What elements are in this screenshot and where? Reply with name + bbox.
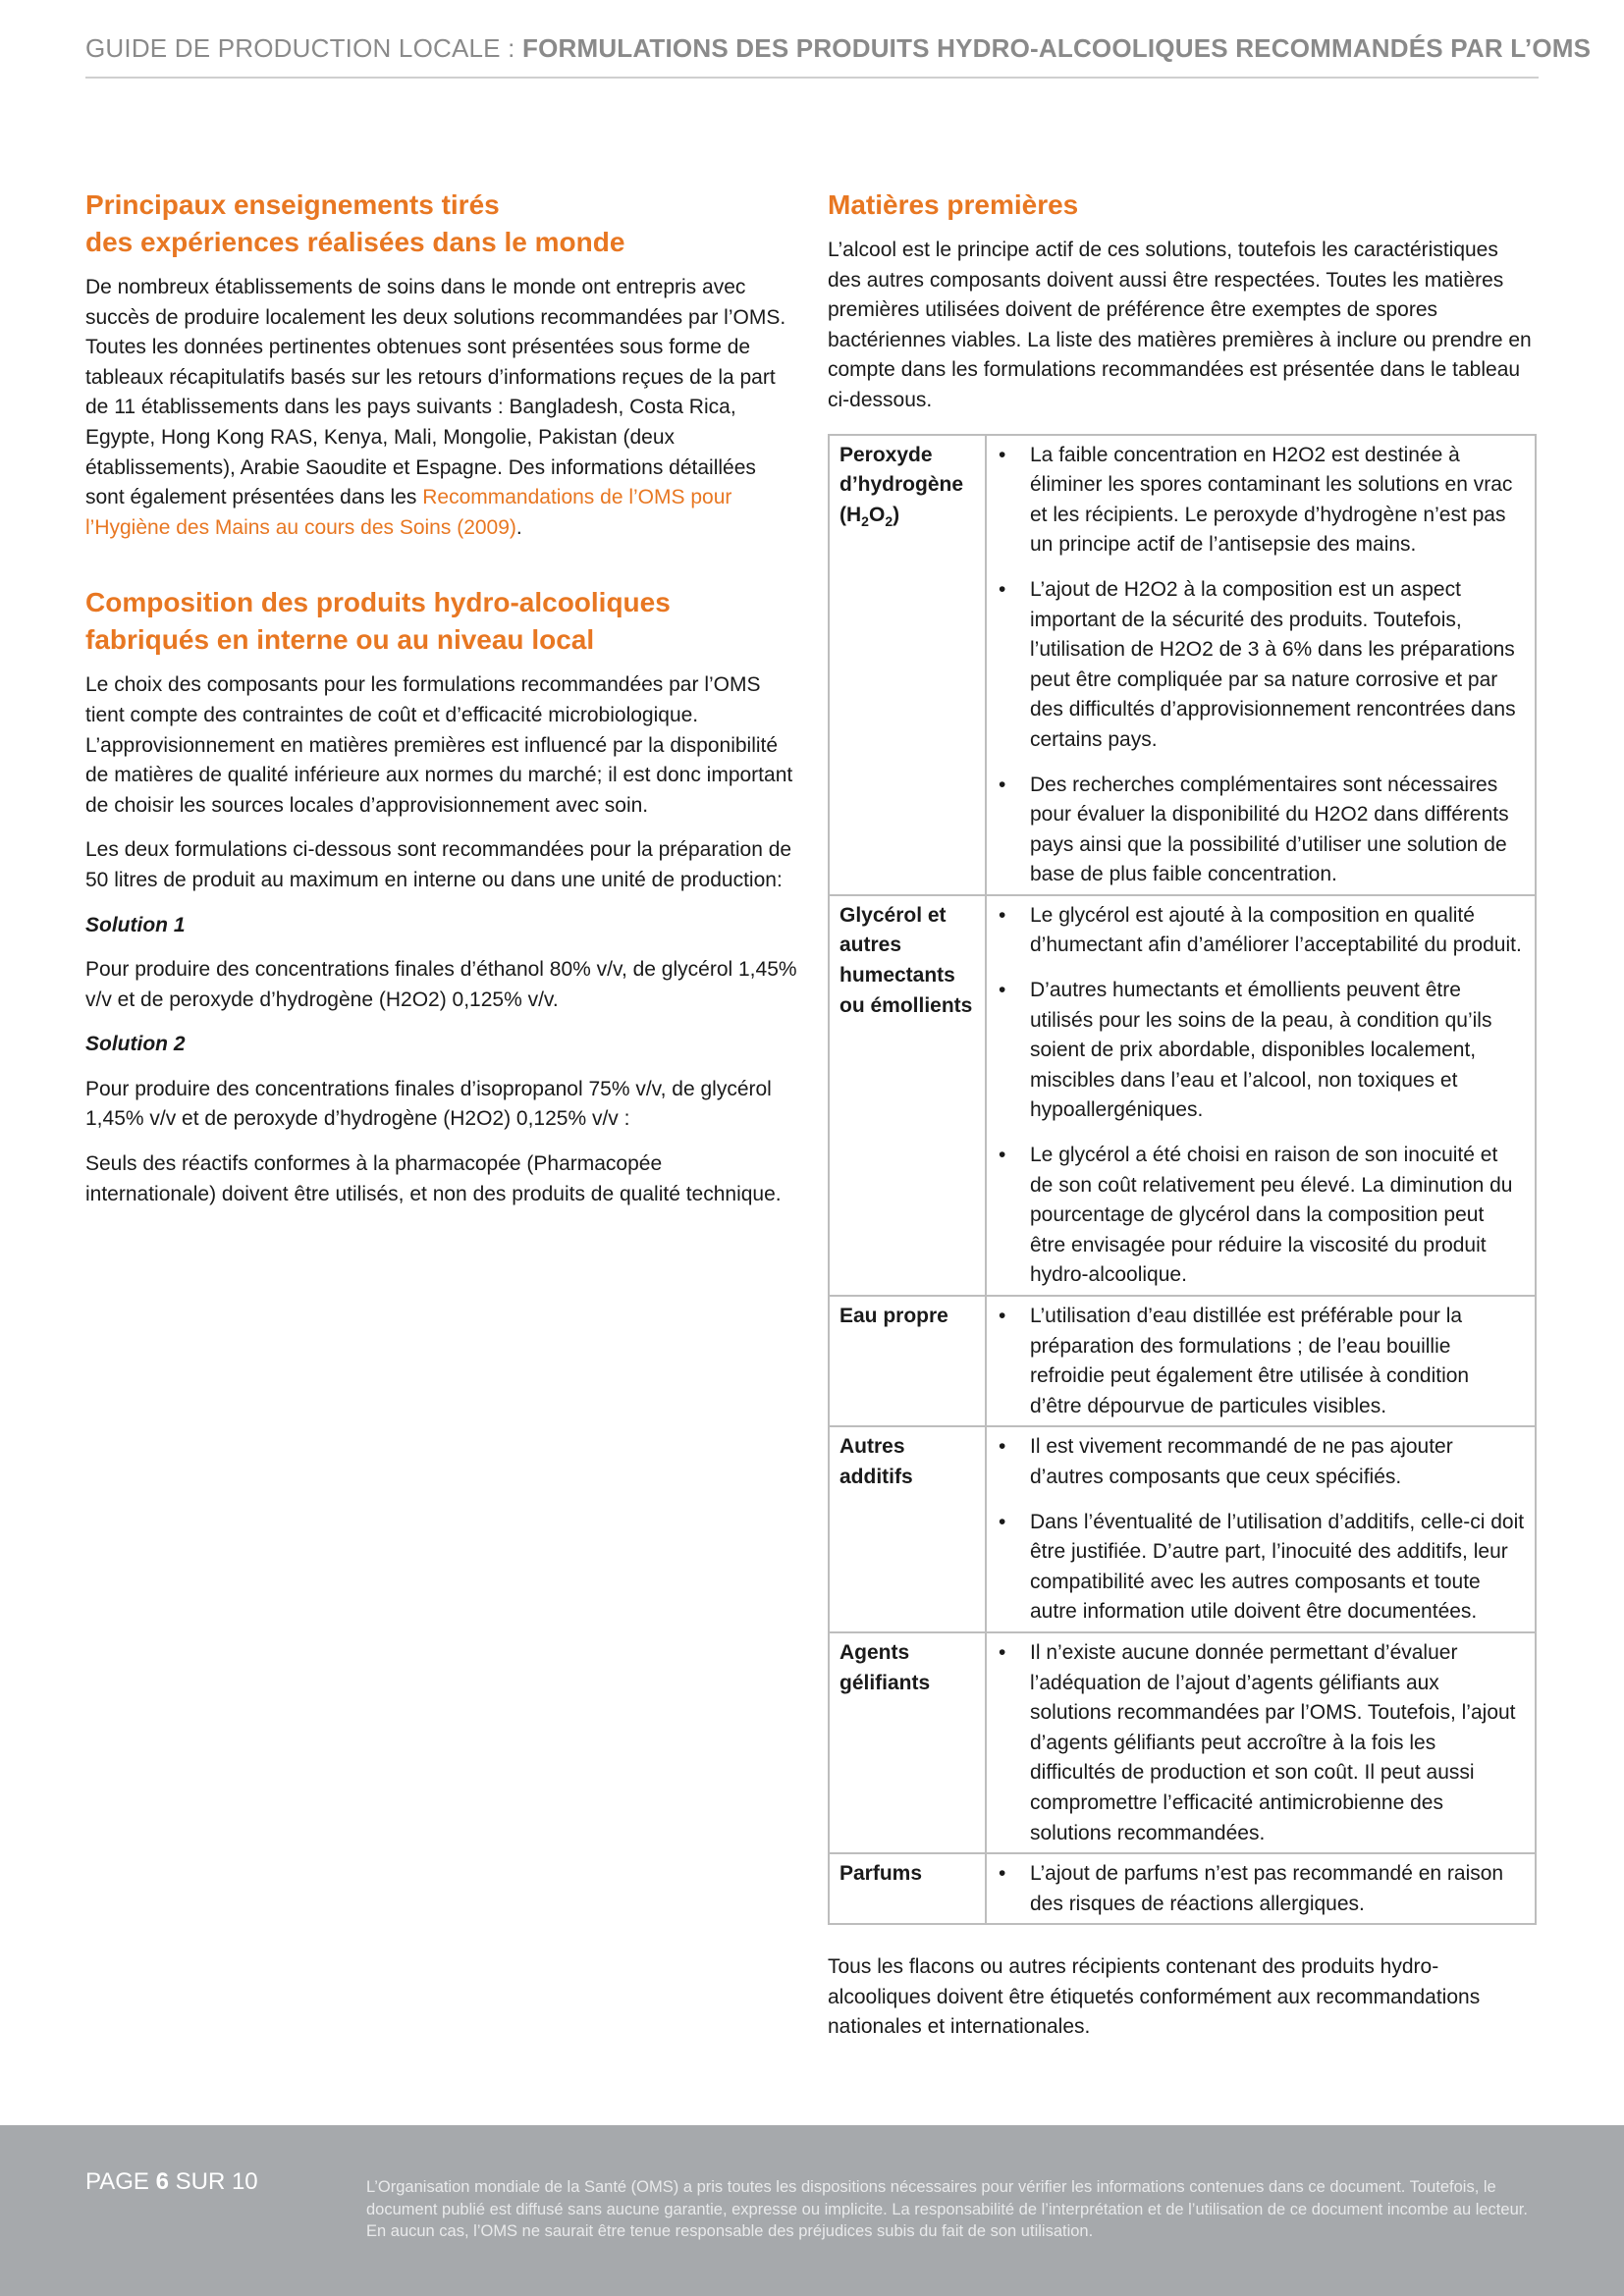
- row-label-hydrogen-peroxide: [829, 435, 986, 895]
- bullet-item: • L’ajout de parfums n’est pas recommandé en raison des risques de réactions allergiques.: [1030, 1859, 1525, 1919]
- subscript: 2: [861, 512, 869, 529]
- heading-line: fabriqués en interne ou au niveau local: [85, 624, 595, 656]
- disclaimer-text: L’Organisation mondiale de la Santé (OMS) a pris toutes les dispositions nécessaires pour vérifier les informations contenues dans ce document. Toutefois, le document publié est diffusé sans aucune garantie, expresse ou implicite. La responsabilité de l’interprétation et de l’utilisation de ce document incombe au lecteur. En aucun cas, l’OMS ne saurait être tenue responsable des préjudices subis du fait de son utilisation.: [366, 2178, 1528, 2240]
- label-text: O: [868, 503, 886, 526]
- section-heading-raw-materials: Matières premières: [828, 189, 1079, 220]
- formulations-paragraph: Les deux formulations ci-dessous sont recommandées pour la préparation de 50 litres de produit au maximum en interne ou dans une unité de production:: [85, 838, 792, 891]
- solution1-title: Solution 1: [85, 913, 186, 936]
- composition-paragraph: Le choix des composants pour les formulations recommandées par l’OMS tient compte des contraintes de coût et d’efficacité microbiologique. L’approvisionnement en matières premières est influencé par la disponibilité de matières de qualité inférieure aux normes du marché; il est donc important de choisir les sources locales d’approvisionnement avec soin.: [85, 673, 793, 817]
- paragraph-end: .: [515, 515, 522, 539]
- row-content: [986, 435, 1536, 895]
- bullet-item: • D’autres humectants et émollients peuvent être utilisés pour les soins de la peau, à condition qu’ils soient de prix abordable, disponibles localement, miscibles dans l’eau et l’alcool, non toxiques et hypoallergéniques.: [1030, 976, 1525, 1126]
- lessons-paragraph: [85, 273, 797, 543]
- right-column: [828, 187, 1537, 2057]
- bullet-item: • La faible concentration en H2O2 est destinée à éliminer les spores contaminant les solutions en vrac et les récipients. Le peroxyde d’hydrogène n’est pas un principe actif de l’antisepsie des mains.: [1030, 441, 1525, 561]
- row-label-gelling-agents: Agents gélifiants: [829, 1632, 986, 1853]
- raw-materials-table: [828, 434, 1537, 1926]
- bullet-item: • Le glycérol est ajouté à la composition en qualité d’humectant afin d’améliorer l’acceptabilité du produit.: [1030, 901, 1525, 961]
- section-heading-lessons: [85, 187, 797, 261]
- recommendations-link[interactable]: Recommandations de l’OMS pour l’Hygiène des Mains au cours des Soins (2009): [85, 486, 732, 539]
- section-heading-composition: [85, 584, 797, 659]
- table-row: [829, 1853, 1536, 1924]
- row-label-glycerol: Glycérol et autres humectants ou émollients: [829, 895, 986, 1296]
- paragraph-text: De nombreux établissements de soins dans le monde ont entrepris avec succès de produire localement les deux solutions recommandées par l’OMS. Toutes les données pertinentes obtenues sont présentées sous forme de tableaux récapitulatifs basés sur les retours d’informations reçues de la part de 11 établissements dans les pays suivants : Bangladesh, Costa Rica, Egypte, Hong Kong RAS, Kenya, Mali, Mongolie, Pakistan (deux établissements), Arabie Saoudite et Espagne. Des informations détaillées sont également présentées dans les: [85, 276, 786, 509]
- table-row: [829, 1632, 1536, 1853]
- heading-line: Composition des produits hydro-alcooliques: [85, 587, 671, 618]
- label-text: ): [893, 503, 900, 526]
- bullet-item: • L’ajout de H2O2 à la composition est un aspect important de la sécurité des produits. Toutefois, l’utilisation de H2O2 de 3 à 6% dans les préparations peut être compliquée par sa nature corrosive et par des difficultés d’approvisionnement rencontrées dans certains pays.: [1030, 575, 1525, 756]
- solution2-text: Pour produire des concentrations finales d’isopropanol 75% v/v, de glycérol 1,45% v/v et de peroxyde d’hydrogène (H2O2) 0,125% v/v :: [85, 1077, 772, 1131]
- table-row: [829, 1426, 1536, 1632]
- row-content: [986, 1853, 1536, 1924]
- header-divider: [85, 77, 1539, 79]
- bullet-item: • Dans l’éventualité de l’utilisation d’additifs, celle-ci doit être justifiée. D’autre part, l’inocuité des additifs, leur compatibilité avec les autres composants et toute autre information utile doivent être documentées.: [1030, 1508, 1525, 1628]
- heading-line: Principaux enseignements tirés: [85, 189, 500, 220]
- bullet-item: • Il n’existe aucune donnée permettant d’évaluer l’adéquation de l’ajout d’agents gélifiants aux solutions recommandées par l’OMS. Toutefois, l’ajout d’agents gélifiants peut accroître à la fois les difficultés de production et son coût. Il peut aussi compromettre l’efficacité antimicrobienne des solutions recommandées.: [1030, 1638, 1525, 1848]
- row-label-additives: Autres additifs: [829, 1426, 986, 1632]
- solution2-title: Solution 2: [85, 1033, 186, 1056]
- row-label-water: Eau propre: [829, 1296, 986, 1426]
- table-row: [829, 895, 1536, 1296]
- subscript: 2: [885, 512, 893, 529]
- row-content: [986, 895, 1536, 1296]
- page-number: [85, 2168, 258, 2196]
- page-current: 6: [155, 2168, 169, 2195]
- reagents-paragraph: Seuls des réactifs conformes à la pharmacopée (Pharmacopée internationale) doivent être utilisés, et non des produits de qualité technique.: [85, 1152, 782, 1205]
- bullet-item: • L’utilisation d’eau distillée est préférable pour la préparation des formulations ; de l’eau bouillie refroidie peut également être utilisée à condition d’être dépourvue de particules visibles.: [1030, 1302, 1525, 1421]
- labelling-paragraph: Tous les flacons ou autres récipients contenant des produits hydro-alcooliques doivent être étiquetés conformément aux recommandations nationales et internationales.: [828, 1955, 1481, 2039]
- row-content: [986, 1426, 1536, 1632]
- row-content: [986, 1296, 1536, 1426]
- page-prefix: PAGE: [85, 2168, 156, 2195]
- solution1-text: Pour produire des concentrations finales d’éthanol 80% v/v, de glycérol 1,45% v/v et de peroxyde d’hydrogène (H2O2) 0,125% v/v.: [85, 958, 797, 1011]
- row-content: [986, 1632, 1536, 1853]
- page-footer: [0, 2125, 1624, 2296]
- table-row: [829, 435, 1536, 895]
- bullet-item: • Il est vivement recommandé de ne pas ajouter d’autres composants que ceux spécifiés.: [1030, 1432, 1525, 1492]
- header-title: FORMULATIONS DES PRODUITS HYDRO-ALCOOLIQUES RECOMMANDÉS PAR L’OMS: [521, 33, 1592, 63]
- table-row: [829, 1296, 1536, 1426]
- page-total: SUR 10: [168, 2168, 258, 2195]
- bullet-item: • Des recherches complémentaires sont nécessaires pour évaluer la disponibilité du H2O2 dans différents pays ainsi que la possibilité d’utiliser une solution de base de plus faible concentration.: [1030, 771, 1525, 890]
- header-prefix: GUIDE DE PRODUCTION LOCALE :: [85, 33, 522, 63]
- heading-line: des expériences réalisées dans le monde: [85, 227, 625, 257]
- bullet-item: • Le glycérol a été choisi en raison de son inocuité et de son coût relativement peu élevé. La diminution du pourcentage de glycérol dans la composition peut être envisagée pour réduire la viscosité du produit hydro-alcoolique.: [1030, 1141, 1525, 1291]
- left-column: [85, 187, 797, 1224]
- raw-materials-intro: L’alcool est le principe actif de ces solutions, toutefois les caractéristiques des autres composants doivent aussi être respectées. Toutes les matières premières utilisées doivent de préférence être exemptes de spores bactériennes viables. La liste des matières premières à inclure ou prendre en compte dans les formulations recommandées est présentée dans le tableau ci-dessous.: [828, 239, 1532, 411]
- label-text: Peroxyde d’hydrogène (H: [839, 443, 964, 526]
- row-label-perfumes: Parfums: [829, 1853, 986, 1924]
- running-header: [85, 33, 1592, 64]
